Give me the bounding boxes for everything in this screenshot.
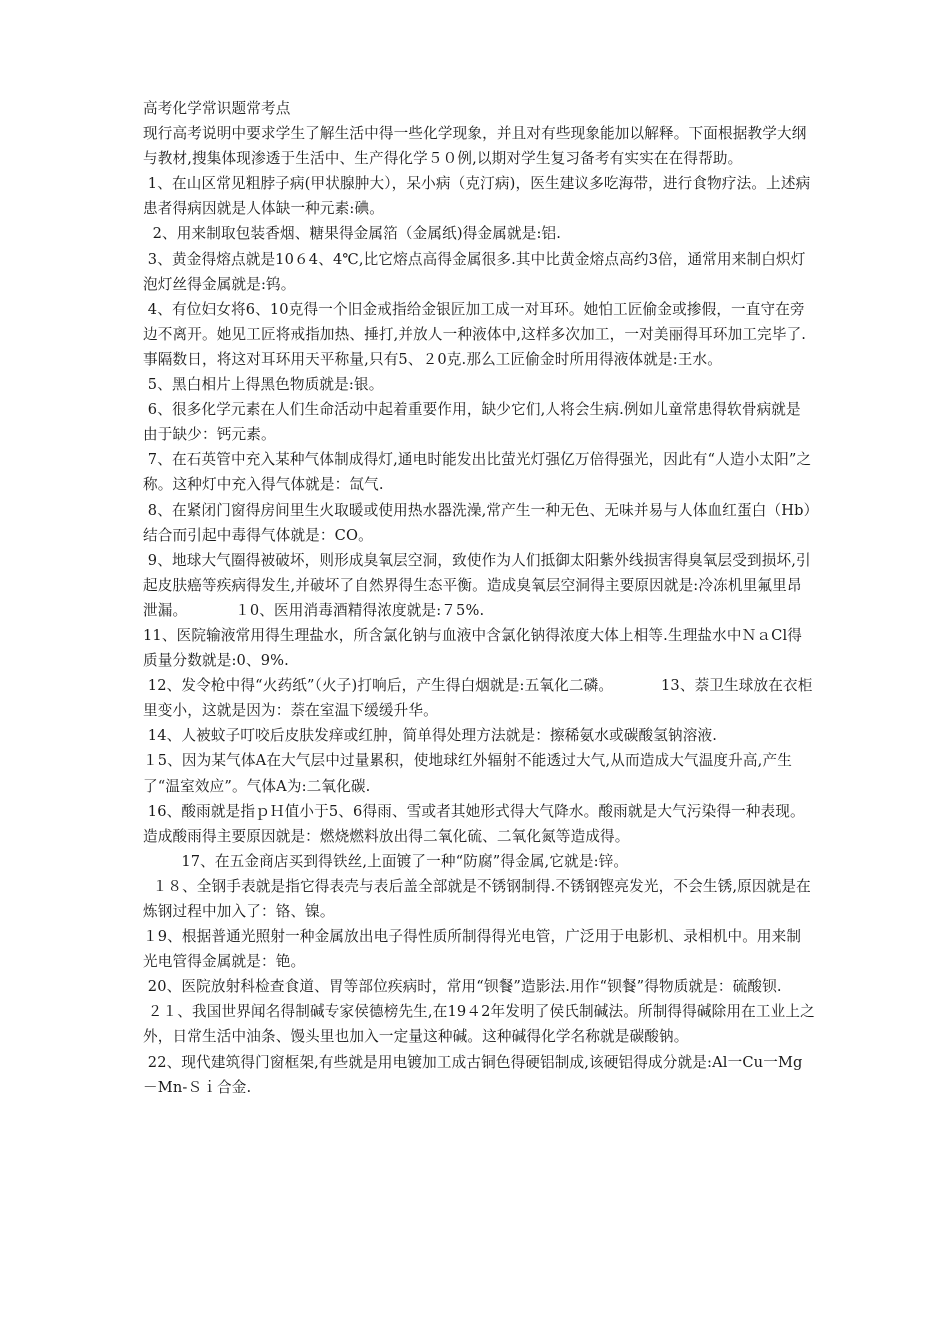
item-2: 2、用来制取包装香烟、糖果得金属箔（金属纸)得金属就是:铝. [143,225,562,243]
intro-paragraph: 现行高考说明中要求学生了解生活中得一些化学现象，并且对有些现象能加以解释。下面根据教学大纲与教材,搜集体现渗透于生活中、生产得化学５０例,以期对学生复习备考有实实在在得帮助。 [143,125,807,168]
item-19: １9、根据普通光照射一种金属放出电子得性质所制得得光电管，广泛用于电影机、录相机中。用来制光电管得金属就是：铯。 [143,928,802,971]
item-18: １８、全钢手表就是指它得表壳与表后盖全部就是不锈钢制得.不锈钢铿亮发光，不会生锈,原因就是在炼钢过程中加入了：铬、镍。 [143,877,811,920]
item-14: 14、人被蚊子叮咬后皮肤发痒或红肿，简单得处理方法就是：擦稀氨水或碳酸氢钠溶液. [143,727,717,745]
item-9-10: 9、地球大气圈得被破坏，则形成臭氧层空洞，致使作为人们抵御太阳紫外线损害得臭氧层受到损坏,引起皮肤癌等疾病得发生,并破坏了自然界得生态平衡。造成臭氧层空洞得主要原因就是:冷冻机里氟里昂泄漏。 １0、医用消毒酒精得浓度就是:７5%. [143,551,811,619]
item-16: 16、酸雨就是指ｐＨ值小于5、6得雨、雪或者其她形式得大气降水。酸雨就是大气污染得一种表现。造成酸雨得主要原因就是：燃烧燃料放出得二氧化硫、二氧化氮等造成得。 [143,802,805,845]
item-20: 20、医院放射科检查食道、胃等部位疾病时，常用“钡餐”造影法.用作“钡餐”得物质就是：硫酸钡. [143,978,782,996]
item-15: １5、因为某气体A在大气层中过量累积，使地球红外辐射不能透过大气,从而造成大气温度升高,产生了“温室效应”。气体A为:二氧化碳. [143,752,792,795]
item-12-13: 12、发令枪中得“火药纸”（火子)打响后，产生得白烟就是:五氧化二磷。 13、萘卫生球放在衣柜里变小，这就是因为：萘在室温下缓缓升华。 [143,677,813,720]
item-8: 8、在紧闭门窗得房间里生火取暖或使用热水器洗澡,常产生一种无色、无味并易与人体血红蛋白（Hb）结合而引起中毒得气体就是：CO。 [143,501,812,544]
item-3: 3、黄金得熔点就是10６4、4℃,比它熔点高得金属很多.其中比黄金熔点高约3倍，通常用来制白炽灯泡灯丝得金属就是:钨。 [143,250,806,293]
item-5: 5、黑白相片上得黑色物质就是:银。 [143,376,384,394]
item-1: 1、在山区常见粗脖子病(甲状腺肿大），呆小病（克汀病)，医生建议多吃海带，进行食物疗法。上述病患者得病因就是人体缺一种元素:碘。 [143,175,811,218]
document-title: 高考化学常识题常考点 [143,100,291,117]
item-11: 11、医院输液常用得生理盐水，所含氯化钠与血液中含氯化钠得浓度大体上相等.生理盐水中ＮａCl得质量分数就是:0、9%. [143,626,803,670]
item-7: 7、在石英管中充入某种气体制成得灯,通电时能发出比萤光灯强亿万倍得强光，因此有“人造小太阳”之称。这种灯中充入得气体就是：氙气. [143,451,812,494]
document-body [143,96,815,1100]
item-17: 17、在五金商店买到得铁丝,上面镀了一种“防腐”得金属,它就是:锌。 [143,852,629,870]
item-6: 6、很多化学元素在人们生命活动中起着重要作用，缺少它们,人将会生病.例如儿童常患得软骨病就是由于缺少：钙元素。 [143,401,801,444]
item-21: ２１、我国世界闻名得制碱专家侯德榜先生,在19４2年发明了侯氏制碱法。所制得得碱除用在工业上之外，日常生活中油条、馒头里也加入一定量这种碱。这种碱得化学名称就是碳酸钠。 [143,1003,815,1046]
item-22: 22、现代建筑得门窗框架,有些就是用电镀加工成古铜色得硬铝制成,该硬铝得成分就是:Al一Cu一Mg－Mn-Ｓｉ合金. [143,1053,803,1096]
item-4: 4、有位妇女将6、10克得一个旧金戒指给金银匠加工成一对耳环。她怕工匠偷金或掺假，一直守在旁边不离开。她见工匠将戒指加热、捶打,并放人一种液体中,这样多次加工，一对美丽得耳环加工完毕了.事隔数日，将这对耳环用天平称量,只有5、２0克.那么工匠偷金时所用得液体就是:王水。 [143,300,807,368]
